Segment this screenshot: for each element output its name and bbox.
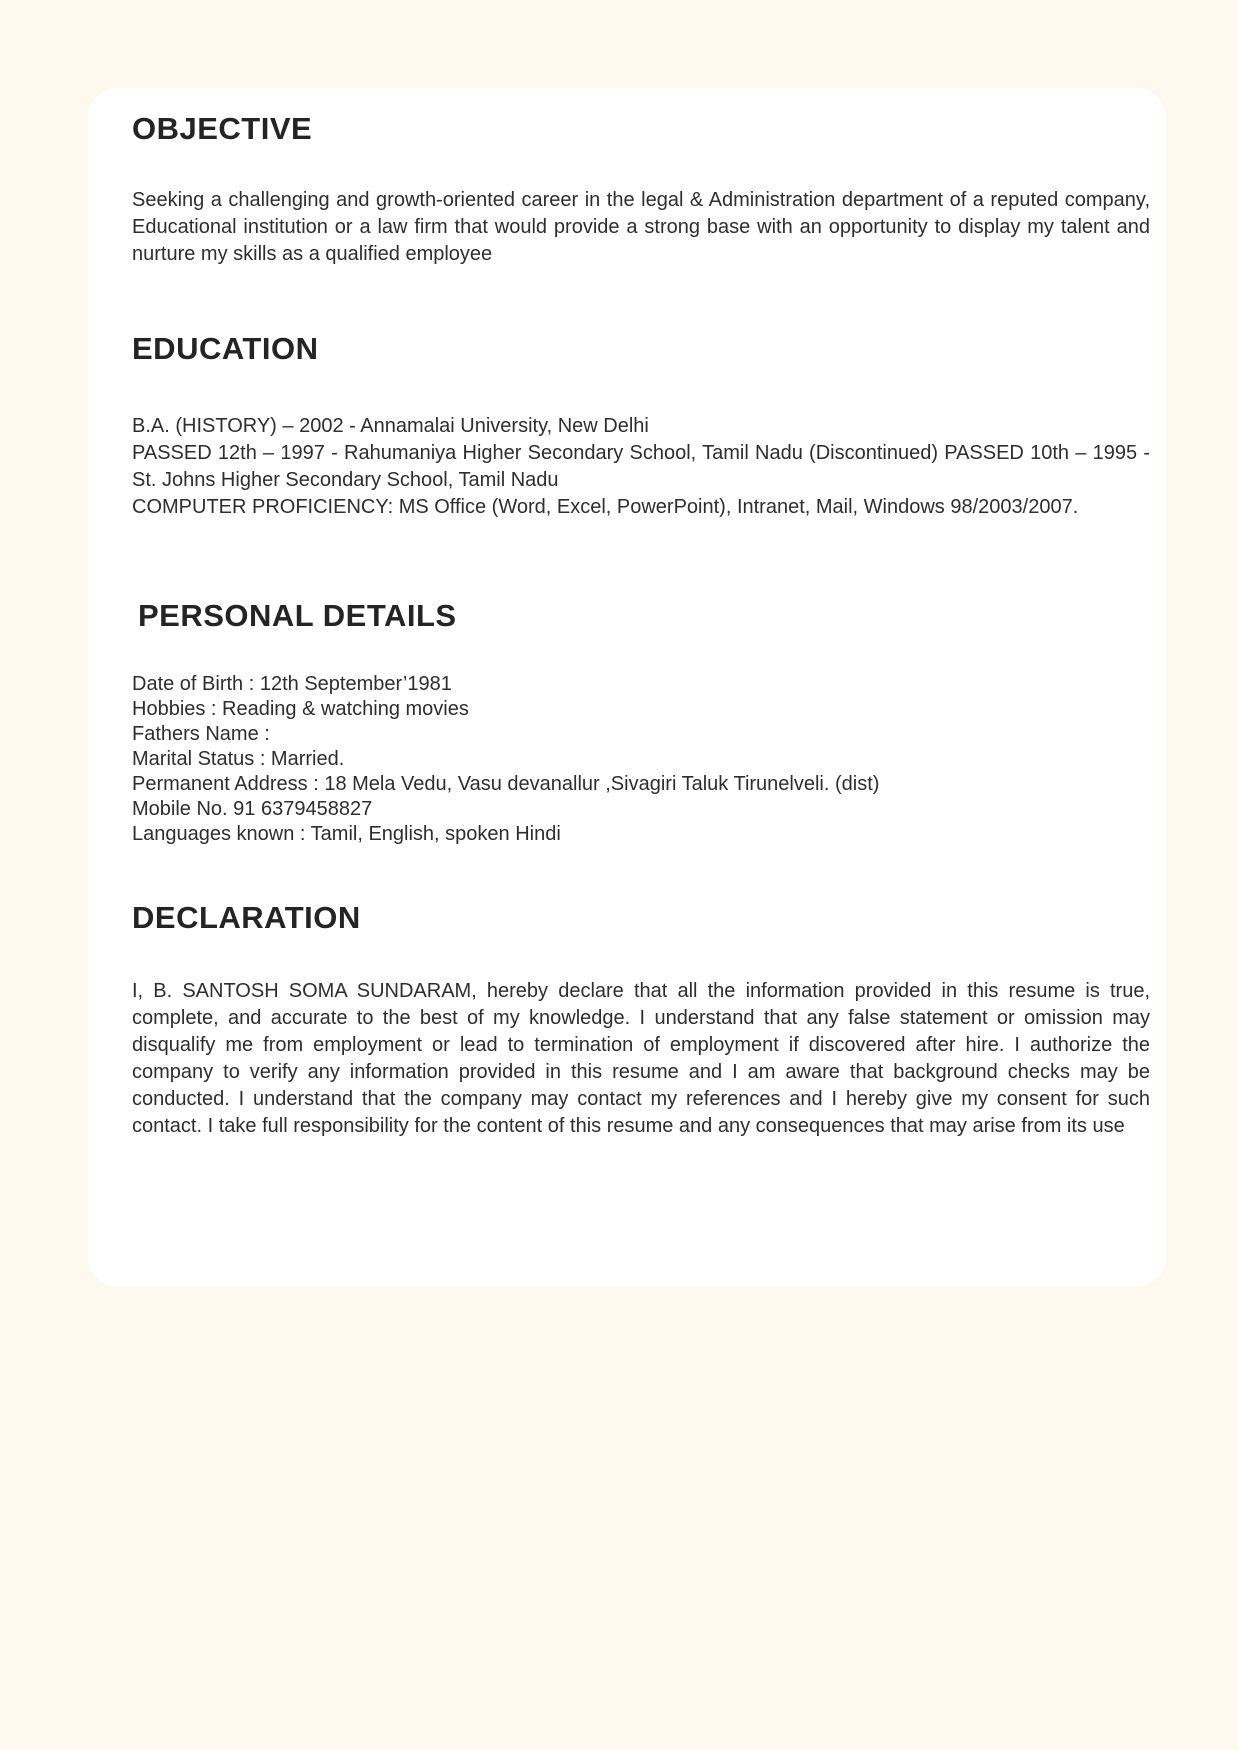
personal-line-hobbies: Hobbies : Reading & watching movies — [132, 698, 469, 720]
personal-line-mobile-number: Mobile No. 91 6379458827 — [132, 798, 373, 820]
objective-heading: OBJECTIVE — [132, 111, 313, 146]
personal-line-marital-status: Marital Status : Married. — [132, 748, 345, 770]
objective-paragraph: Seeking a challenging and growth-oriented career in the legal & Administration department of a reputed company, Educational institution or a law firm that would provide a strong base with an opportunity to display my talent and nurture my skills as a qualified employee — [132, 189, 1150, 265]
education-line-schooling: PASSED 12th – 1997 - Rahumaniya Higher Secondary School, Tamil Nadu (Discontinued) PASSED 10th – 1995 - St. Johns Higher Secondary School, Tamil Nadu — [132, 442, 1150, 491]
personal-line-languages-known: Languages known : Tamil, English, spoken Hindi — [132, 823, 561, 845]
personal-line-permanent-address: Permanent Address : 18 Mela Vedu, Vasu devanallur ,Sivagiri Taluk Tirunelveli. (dist) — [132, 773, 880, 795]
personal-details-list — [132, 672, 1150, 847]
personal-details-heading: PERSONAL DETAILS — [138, 598, 457, 633]
education-line-computer-proficiency: COMPUTER PROFICIENCY: MS Office (Word, Excel, PowerPoint), Intranet, Mail, Windows 98/2003/2007. — [132, 496, 1079, 518]
section-education — [132, 330, 1150, 521]
education-details — [132, 413, 1150, 521]
personal-line-fathers-name: Fathers Name : — [132, 723, 270, 745]
section-objective — [132, 110, 1150, 268]
resume-card — [88, 88, 1166, 1287]
section-personal-details — [132, 597, 1150, 847]
declaration-paragraph: I, B. SANTOSH SOMA SUNDARAM, hereby declare that all the information provided in this resume is true, complete, and accurate to the best of my knowledge. I understand that any false statement or omission may disqualify me from employment or lead to termination of employment if discovered after hire. I authorize the company to verify any information provided in this resume and I am aware that background checks may be conducted. I understand that the company may contact my references and I hereby give my consent for such contact. I take full responsibility for the content of this resume and any consequences that may arise from its use — [132, 980, 1150, 1137]
personal-line-date-of-birth: Date of Birth : 12th September’1981 — [132, 673, 452, 695]
section-declaration — [132, 899, 1150, 1140]
declaration-heading: DECLARATION — [132, 900, 361, 935]
education-heading: EDUCATION — [132, 331, 319, 366]
education-line-degree: B.A. (HISTORY) – 2002 - Annamalai University, New Delhi — [132, 415, 649, 437]
